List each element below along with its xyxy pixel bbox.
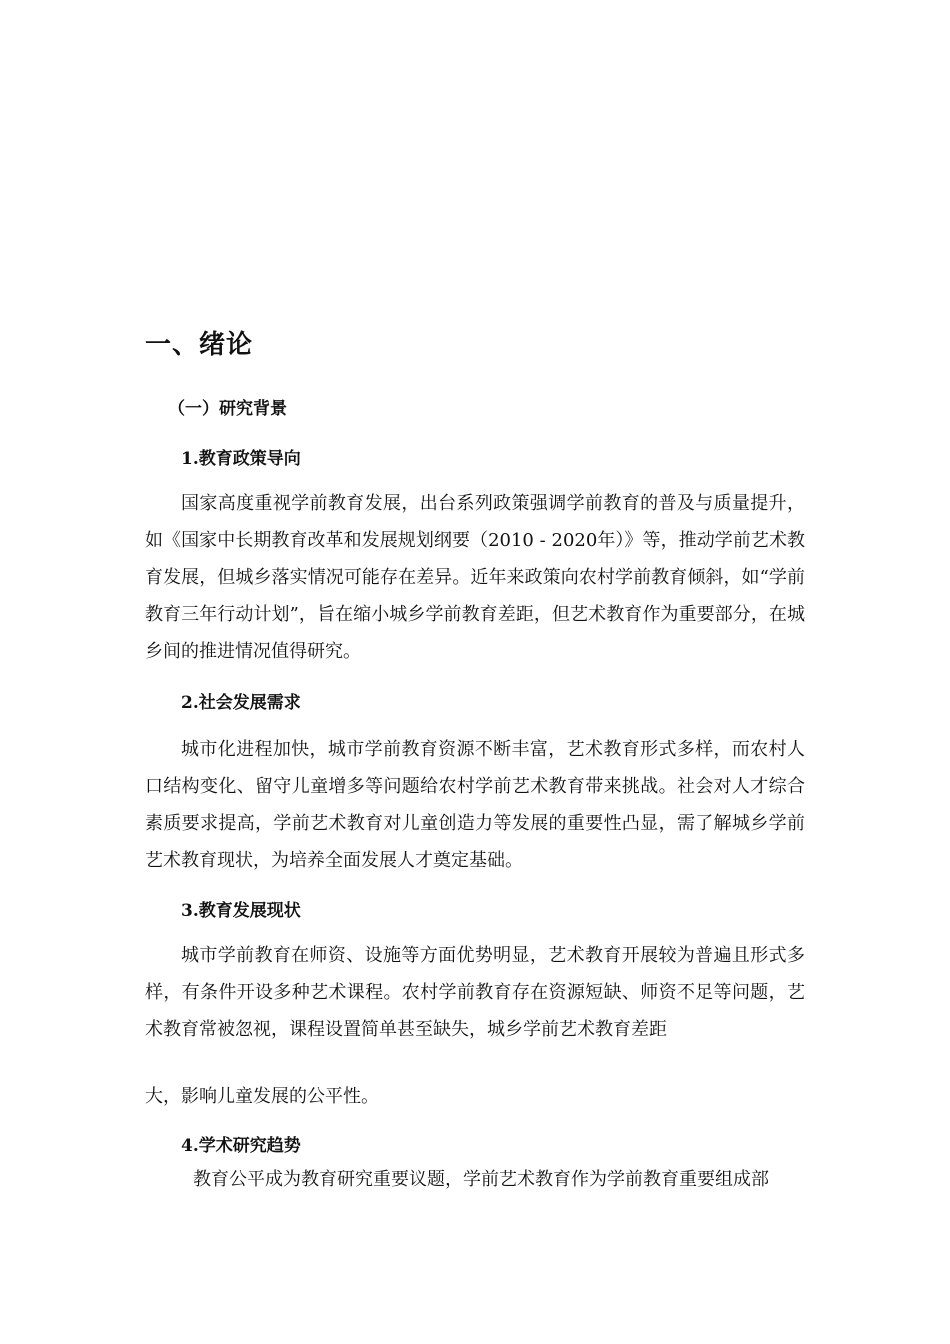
paragraph-research: 教育公平成为教育研究重要议题，学前艺术教育作为学前教育重要组成部 [193,1169,769,1190]
section-title: （一）研究背景 [168,399,287,419]
subsection-heading-research: 4.学术研究趋势 [181,1136,301,1156]
paragraph-status-continuation: 大，影响儿童发展的公平性。 [145,1086,379,1107]
subsection-heading-status: 3.教育发展现状 [181,901,301,921]
subsection-heading-policy: 1.教育政策导向 [181,449,301,469]
subsection-heading-social: 2.社会发展需求 [181,693,301,713]
paragraph-status: 城市学前教育在师资、设施等方面优势明显，艺术教育开展较为普遍且形式多样，有条件开设多种艺术课程。农村学前教育存在资源短缺、师资不足等问题，艺术教育常被忽视，课程设置简单甚至缺失，城乡学前艺术教育差距 [145,945,805,1040]
paragraph-policy: 国家高度重视学前教育发展，出台系列政策强调学前教育的普及与质量提升，如《国家中长期教育改革和发展规划纲要（2010 - 2020年）》等，推动学前艺术教育发展，但城乡落实情况可能存在差异。近年来政策向农村学前教育倾斜，如“学前教育三年行动计划”，旨在缩小城乡学前教育差距，但艺术教育作为重要部分，在城乡间的推进情况值得研究。 [145,493,805,662]
chapter-title: 一、绪论 [145,330,254,360]
paragraph-social: 城市化进程加快，城市学前教育资源不断丰富，艺术教育形式多样，而农村人口结构变化、留守儿童增多等问题给农村学前艺术教育带来挑战。社会对人才综合素质要求提高，学前艺术教育对儿童创造力等发展的重要性凸显，需了解城乡学前艺术教育现状，为培养全面发展人才奠定基础。 [145,739,805,871]
